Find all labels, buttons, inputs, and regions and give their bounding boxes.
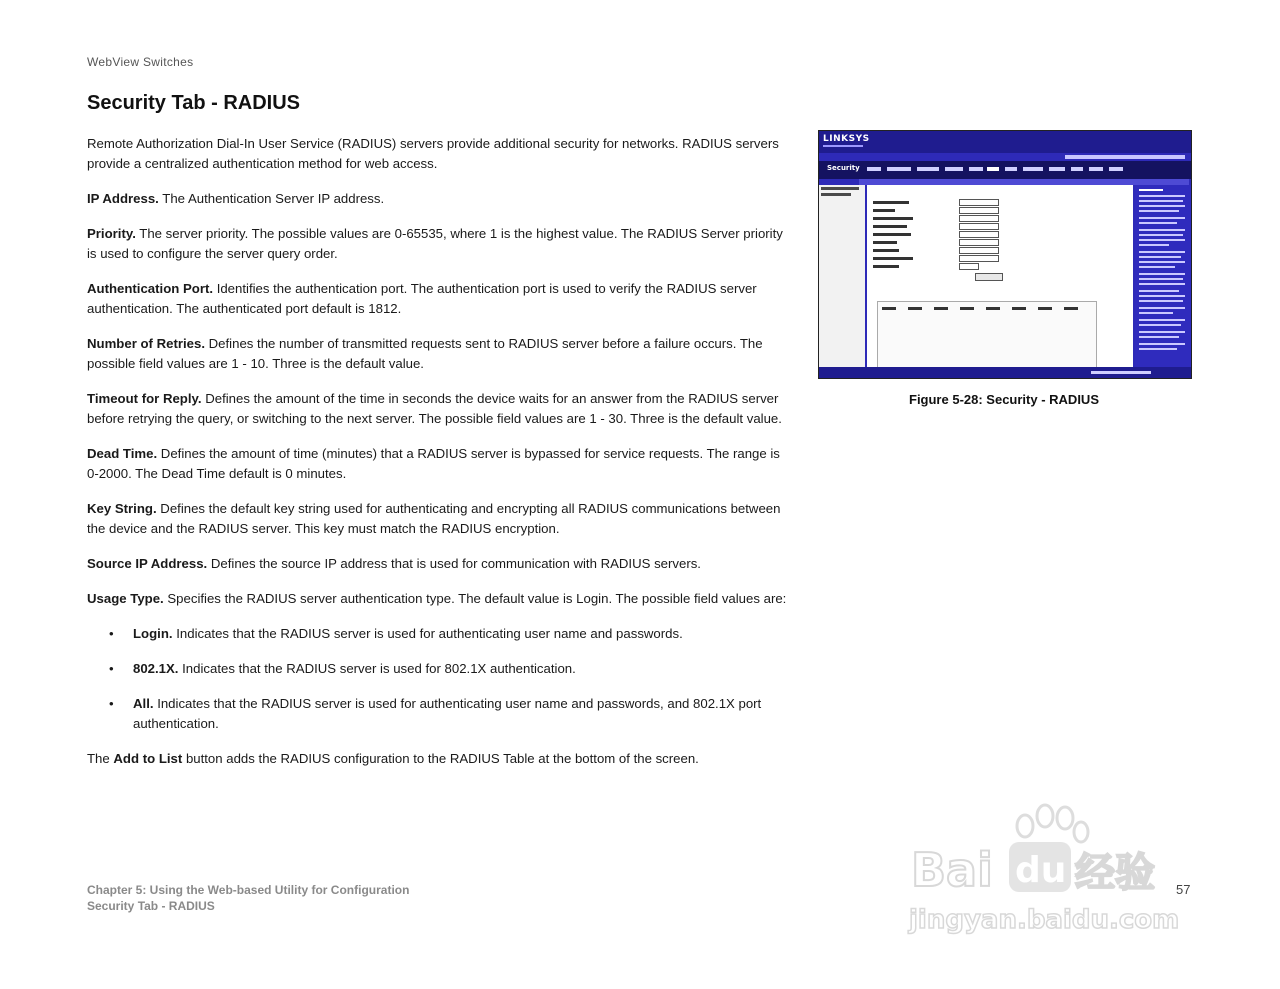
figure-help-line	[1139, 195, 1185, 197]
figure-help-line	[1139, 217, 1185, 219]
figure-help-panel	[1135, 185, 1191, 375]
figure-help-line	[1139, 273, 1185, 275]
list-desc: Indicates that the RADIUS server is used for 802.1X authentication.	[182, 661, 576, 676]
figure-section-label: Security	[827, 164, 860, 172]
figure-tab-active	[987, 167, 999, 171]
figure-field-label	[873, 249, 899, 252]
figure-help-line	[1139, 251, 1185, 253]
figure-help-line	[1139, 300, 1183, 302]
figure-tab	[917, 167, 939, 171]
field-term: Dead Time.	[87, 446, 158, 461]
figure-field-label	[873, 209, 895, 212]
figure-help-line	[1139, 239, 1185, 241]
field-term: Number of Retries.	[87, 336, 205, 351]
figure-help-line	[1139, 205, 1185, 207]
footer-section-title: Security Tab - RADIUS	[87, 899, 215, 913]
field-priority	[87, 224, 787, 264]
list-desc: Indicates that the RADIUS server is used for authenticating user name and passwords.	[176, 626, 683, 641]
list-item	[87, 624, 787, 644]
figure-help-line	[1139, 222, 1177, 224]
bullet: •	[109, 696, 114, 711]
figure-field-input	[959, 223, 999, 230]
figure-help-line	[1139, 210, 1179, 212]
figure-menu-item	[821, 193, 851, 196]
figure-help-line	[1139, 283, 1185, 285]
figure-help-line	[1139, 331, 1185, 333]
figure-tab	[1023, 167, 1043, 171]
field-desc: The Authentication Server IP address.	[162, 191, 385, 206]
body-text	[87, 134, 787, 784]
figure-field-input	[959, 199, 999, 206]
field-usage-type	[87, 589, 787, 609]
figure-help-line	[1139, 266, 1175, 268]
intro-paragraph: Remote Authorization Dial-In User Service (RADIUS) servers provide additional security for networks. RADIUS servers provide a centralized authentication method for web access.	[87, 136, 779, 171]
list-item	[87, 694, 787, 734]
figure-menu-item	[821, 187, 859, 190]
field-ip-address	[87, 189, 787, 209]
figure-add-to-list-button	[975, 273, 1003, 281]
field-source-ip-address	[87, 554, 787, 574]
field-desc: Defines the number of transmitted requests sent to RADIUS server before a failure occurs. The possible field values are 1 - 10. Three is the default value.	[87, 336, 763, 371]
figure-left-menu	[819, 185, 865, 377]
field-timeout-for-reply	[87, 389, 787, 429]
figure-table-header	[1064, 307, 1078, 310]
figure-help-line	[1139, 348, 1177, 350]
figure-help-line	[1139, 189, 1163, 191]
figure-tab	[887, 167, 911, 171]
figure-screenshot	[818, 130, 1192, 379]
figure-table-header	[986, 307, 1000, 310]
field-desc: Identifies the authentication port. The authentication port is used to verify the RADIUS server authentication. The authenticated port default is 1812.	[87, 281, 757, 316]
list-desc: Indicates that the RADIUS server is used for authenticating user name and passwords, and 802.1X port authentication.	[133, 696, 762, 731]
figure-table-header	[1012, 307, 1026, 310]
bullet: •	[109, 661, 114, 676]
figure-tab	[1049, 167, 1065, 171]
field-term: Usage Type.	[87, 591, 164, 606]
figure-help-line	[1139, 278, 1183, 280]
closing-paragraph	[87, 749, 787, 769]
figure-help-line	[1139, 229, 1185, 231]
footer-chapter-title: Chapter 5: Using the Web-based Utility for Configuration	[87, 883, 410, 897]
figure-help-line	[1139, 343, 1185, 345]
list-term: All.	[133, 696, 154, 711]
usage-type-list	[87, 624, 787, 734]
field-term: Key String.	[87, 501, 157, 516]
figure-caption: Figure 5-28: Security - RADIUS	[909, 392, 1099, 407]
figure-help-line	[1139, 256, 1181, 258]
figure-help-line	[1139, 336, 1179, 338]
figure-tab	[1005, 167, 1017, 171]
figure-table-header	[960, 307, 974, 310]
model-bar	[1065, 155, 1185, 159]
figure-field-label	[873, 241, 897, 244]
figure-help-line	[1139, 324, 1181, 326]
field-dead-time	[87, 444, 787, 484]
list-term: 802.1X.	[133, 661, 179, 676]
figure-field-input	[959, 239, 999, 246]
figure-field-input	[959, 255, 999, 262]
svg-text:jingyan.baidu.com: jingyan.baidu.com	[909, 905, 1180, 935]
footer-chapter	[87, 882, 409, 914]
figure-help-line	[1139, 312, 1173, 314]
figure-field-label	[873, 225, 907, 228]
field-number-of-retries	[87, 334, 787, 374]
list-item	[87, 659, 787, 679]
figure-help-line	[1139, 200, 1183, 202]
bullet: •	[109, 626, 114, 641]
page-number: 57	[1176, 882, 1191, 897]
closing-term: Add to List	[113, 751, 183, 766]
list-term: Login.	[133, 626, 173, 641]
field-desc: Defines the default key string used for authenticating and encrypting all RADIUS communications between the device and the RADIUS server. This key must match the RADIUS encryption.	[87, 501, 781, 536]
figure-field-label	[873, 217, 913, 220]
figure-table-header	[934, 307, 948, 310]
figure-form	[867, 185, 1133, 372]
figure-tab	[969, 167, 983, 171]
figure-field-input	[959, 215, 999, 222]
figure-tab	[1089, 167, 1103, 171]
field-authentication-port	[87, 279, 787, 319]
baidu-watermark-logo	[905, 800, 1205, 940]
closing-suffix: button adds the RADIUS configuration to the RADIUS Table at the bottom of the screen.	[185, 751, 699, 766]
closing-prefix: The	[87, 751, 110, 766]
running-header: WebView Switches	[87, 55, 194, 69]
figure-field-select	[959, 263, 979, 270]
figure-field-input	[959, 207, 999, 214]
figure-bottom-links	[1091, 371, 1151, 374]
figure-help-line	[1139, 295, 1185, 297]
figure-help-line	[1139, 307, 1185, 309]
svg-text:Bai: Bai	[911, 843, 993, 897]
field-desc: Defines the amount of time (minutes) that a RADIUS server is bypassed for service requests. The range is 0-2000. The Dead Time default is 0 minutes.	[87, 446, 780, 481]
figure-tab	[867, 167, 881, 171]
figure-field-label	[873, 201, 909, 204]
field-term: Timeout for Reply.	[87, 391, 202, 406]
figure-tab	[945, 167, 963, 171]
field-term: Priority.	[87, 226, 136, 241]
field-term: IP Address.	[87, 191, 159, 206]
figure-tab	[1109, 167, 1123, 171]
figure-help-line	[1139, 290, 1179, 292]
figure-table-header	[1038, 307, 1052, 310]
figure-help-line	[1139, 234, 1183, 236]
figure-table-header	[908, 307, 922, 310]
figure-field-label	[873, 233, 911, 236]
field-desc: Specifies the RADIUS server authentication type. The default value is Login. The possible field values are:	[167, 591, 787, 606]
field-desc: Defines the source IP address that is used for communication with RADIUS servers.	[210, 556, 701, 571]
linksys-logo: LINKSYS	[823, 134, 870, 144]
figure-field-input	[959, 231, 999, 238]
svg-text:经验: 经验	[1075, 850, 1155, 896]
figure-help-line	[1139, 244, 1169, 246]
svg-text:du: du	[1015, 850, 1067, 891]
figure-field-input	[959, 247, 999, 254]
figure-tab	[1071, 167, 1083, 171]
figure-radius-table	[877, 301, 1097, 373]
figure-help-line	[1139, 261, 1185, 263]
figure-help-line	[1139, 319, 1185, 321]
page-title: Security Tab - RADIUS	[87, 92, 300, 114]
field-desc: Defines the amount of the time in seconds the device waits for an answer from the RADIUS server before retrying the query, or switching to the next server. The possible field values are 1 - 30. Three is the default value.	[87, 391, 782, 426]
field-term: Authentication Port.	[87, 281, 214, 296]
field-key-string	[87, 499, 787, 539]
field-term: Source IP Address.	[87, 556, 208, 571]
figure-field-label	[873, 265, 899, 268]
figure-topbar	[819, 131, 1191, 153]
figure-table-header	[882, 307, 896, 310]
figure-field-label	[873, 257, 913, 260]
field-desc: The server priority. The possible values are 0-65535, where 1 is the highest value. The RADIUS Server priority is used to configure the server query order.	[87, 226, 783, 261]
logo-tagline	[823, 145, 863, 147]
